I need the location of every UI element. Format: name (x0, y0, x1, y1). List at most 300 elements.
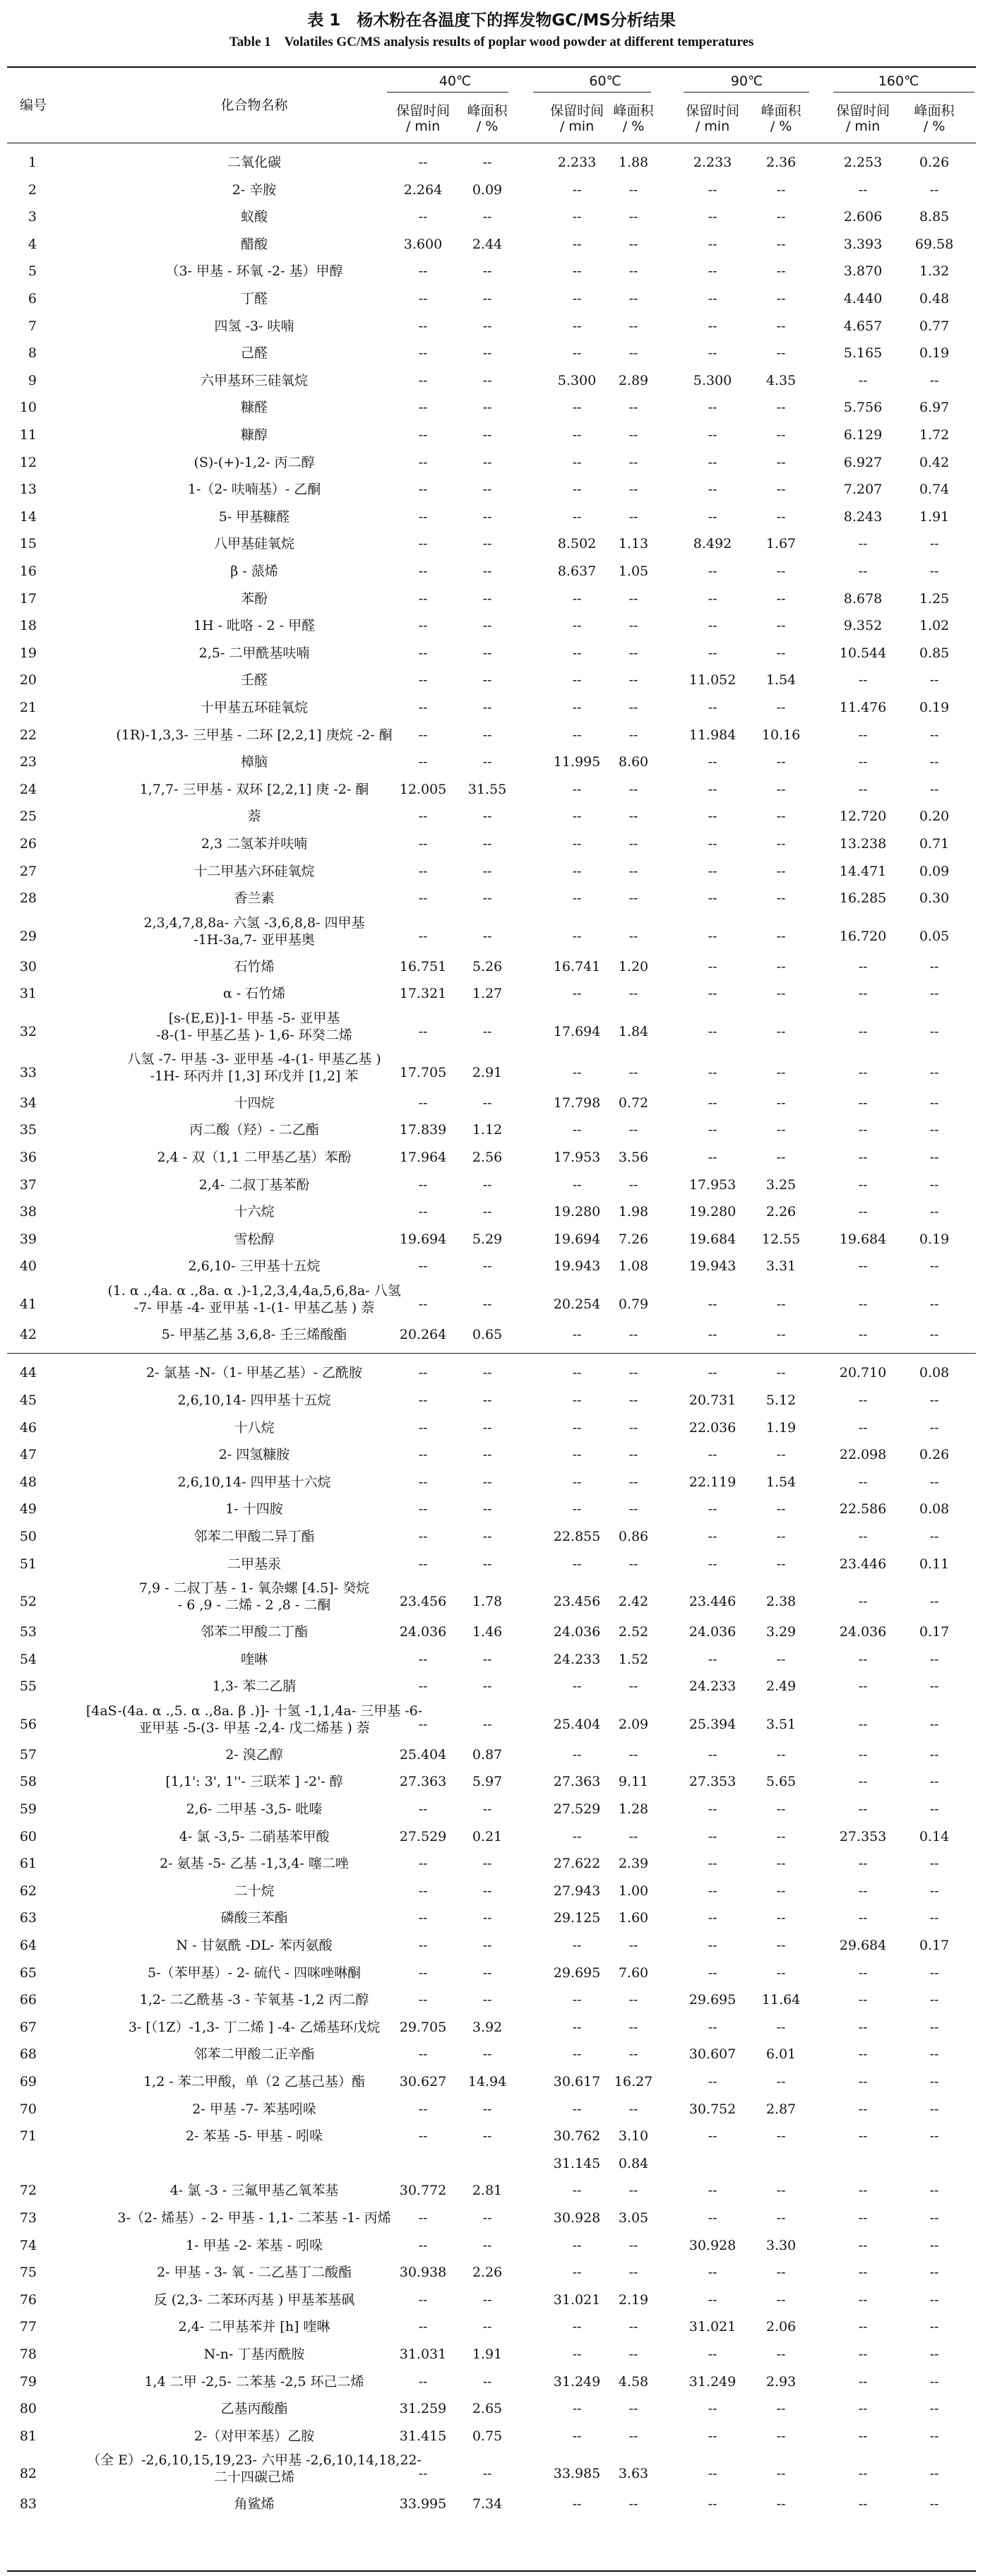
peak-area-value: 0.09 (472, 181, 503, 198)
peak-area-value: -- (776, 590, 786, 607)
peak-area-value: -- (929, 1326, 939, 1342)
peak-area-value: -- (628, 645, 638, 661)
row-number: 9 (28, 372, 37, 388)
retention-time-value: -- (418, 2466, 428, 2482)
row-number: 62 (19, 1883, 37, 1899)
retention-time-value: -- (708, 564, 717, 579)
peak-area-value: 0.08 (919, 1501, 950, 1517)
retention-time-value: -- (858, 2210, 868, 2226)
retention-time-value: -- (858, 1296, 868, 1312)
peak-area-value: 0.08 (919, 1365, 950, 1381)
peak-area-value: -- (929, 1746, 939, 1763)
retention-time-value: -- (418, 754, 428, 770)
peak-area-value: 2.52 (618, 1624, 649, 1640)
retention-time-value: 2.233 (693, 155, 732, 170)
compound-name: 四氢 -3- 呋喃 (214, 318, 294, 334)
retention-time-value: -- (858, 1716, 868, 1732)
compound-name: -7- 甲基 -4- 亚甲基 -1-(1- 甲基乙基 ) 萘 (133, 1299, 375, 1316)
peak-area-value: -- (482, 318, 492, 334)
retention-time-value: -- (572, 454, 582, 470)
peak-area-value: 1.67 (765, 536, 797, 552)
retention-time-value: 22.098 (839, 1447, 887, 1463)
retention-time-value: -- (708, 1149, 717, 1165)
retention-time-value: -- (572, 1064, 582, 1080)
peak-area-value: 0.11 (919, 1556, 950, 1572)
peak-area-value: -- (628, 1938, 638, 1953)
retention-time-value: 17.321 (399, 986, 447, 1002)
retention-time-value: -- (708, 1365, 717, 1381)
retention-time-value: 5.300 (557, 372, 597, 388)
retention-time-value: 27.363 (399, 1774, 447, 1790)
retention-time-value: 2.233 (557, 155, 597, 170)
peak-area-value: 2.09 (618, 1716, 649, 1732)
peak-area-value: -- (628, 482, 638, 498)
retention-time-value: -- (418, 2101, 428, 2117)
compound-name: 7,9 - 二叔丁基 - 1- 氧杂螺 [4.5]- 癸烷 (138, 1580, 370, 1597)
peak-area-value: 5.97 (472, 1774, 503, 1790)
retention-time-value: -- (708, 263, 717, 280)
peak-area-value: -- (929, 1992, 939, 2008)
peak-area-value: -- (776, 564, 786, 579)
retention-time-value: -- (858, 1746, 868, 1763)
compound-name: -1H-3a,7- 亚甲基奥 (193, 931, 315, 948)
peak-area-value: -- (482, 2210, 492, 2226)
retention-time-value: -- (708, 1746, 717, 1763)
retention-time-value: -- (858, 1149, 868, 1165)
row-number: 7 (28, 318, 37, 334)
retention-time-value: -- (858, 1258, 868, 1275)
row-number: 28 (19, 890, 37, 907)
peak-area-value: 2.06 (765, 2319, 797, 2335)
retention-time-value: -- (708, 2466, 717, 2482)
compound-name: 八甲基硅氧烷 (213, 536, 294, 552)
compound-name: 2-（对甲苯基）乙胺 (193, 2428, 315, 2444)
header-temp-2: 60℃ (589, 73, 621, 89)
retention-time-value: -- (708, 2347, 717, 2362)
retention-time-value: -- (572, 1326, 582, 1342)
retention-time-value: 22.036 (689, 1419, 737, 1436)
peak-area-value: -- (929, 564, 939, 579)
peak-area-value: -- (482, 1095, 492, 1111)
peak-area-value: 3.25 (765, 1176, 797, 1193)
retention-time-value: -- (858, 2347, 868, 2362)
retention-time-value: -- (572, 1419, 582, 1436)
retention-time-value: -- (708, 809, 717, 825)
compound-name: 1,7,7- 三甲基 - 双环 [2,2,1] 庚 -2- 酮 (139, 781, 369, 797)
row-number: 24 (19, 781, 37, 797)
peak-area-value: -- (776, 1746, 786, 1763)
header-peak-area: 峰面积 (613, 103, 654, 119)
peak-area-value: 1.84 (618, 1023, 649, 1039)
retention-time-value: -- (572, 2019, 582, 2035)
peak-area-value: -- (628, 863, 638, 879)
row-number: 72 (19, 2183, 37, 2199)
peak-area-value: -- (776, 781, 786, 797)
row-number: 50 (19, 1529, 37, 1544)
retention-time-value: -- (858, 1529, 868, 1544)
retention-time-value: -- (858, 2183, 868, 2199)
retention-time-value: -- (418, 1801, 428, 1817)
header-retention-time: / min (559, 119, 595, 134)
row-number: 67 (19, 2019, 37, 2035)
peak-area-value: 1.28 (618, 1801, 649, 1817)
row-number: 27 (19, 863, 37, 879)
retention-time-value: -- (708, 2128, 717, 2145)
retention-time-value: 22.586 (839, 1501, 887, 1517)
retention-time-value: -- (708, 2401, 717, 2417)
retention-time-value: -- (858, 2291, 868, 2308)
peak-area-value: -- (929, 2347, 939, 2362)
retention-time-value: -- (858, 2128, 868, 2145)
compound-name: [1,1': 3', 1''- 三联苯 ] -2'- 醇 (165, 1774, 343, 1790)
row-number: 71 (19, 2128, 37, 2145)
retention-time-value: -- (708, 508, 717, 525)
compound-name: 5- 甲基糠醛 (218, 508, 290, 525)
peak-area-value: 1.91 (919, 508, 950, 525)
retention-time-value: -- (418, 2210, 428, 2226)
retention-time-value: -- (708, 1938, 717, 1953)
compound-name: 2,6- 二甲基 -3,5- 吡嗪 (186, 1801, 323, 1817)
peak-area-value: -- (628, 2401, 638, 2417)
retention-time-value: -- (572, 2237, 582, 2253)
retention-time-value: 31.415 (399, 2428, 447, 2444)
row-number: 11 (19, 427, 37, 443)
peak-area-value: -- (776, 454, 786, 470)
peak-area-value: -- (628, 1992, 638, 2008)
compound-name: 糠醇 (240, 427, 268, 443)
peak-area-value: -- (776, 2291, 786, 2308)
retention-time-value: -- (858, 1419, 868, 1436)
retention-time-value: 13.238 (839, 836, 887, 852)
retention-time-value: -- (858, 1910, 868, 1926)
retention-time-value: 31.021 (689, 2319, 737, 2335)
row-number: 82 (19, 2466, 37, 2482)
peak-area-value: -- (929, 2101, 939, 2117)
retention-time-value: 3.600 (403, 236, 443, 252)
retention-time-value: -- (572, 1474, 582, 1490)
retention-time-value: -- (858, 2496, 868, 2512)
peak-area-value: 0.72 (618, 1095, 649, 1111)
peak-area-value: -- (929, 536, 939, 552)
header-retention-time: / min (695, 119, 730, 134)
compound-name: 2,3,4,7,8,8a- 六氢 -3,6,8,8- 四甲基 (143, 914, 365, 931)
retention-time-value: -- (708, 1326, 717, 1342)
peak-area-value: 3.29 (765, 1624, 797, 1640)
peak-area-value: -- (482, 1992, 492, 2008)
row-number: 75 (19, 2265, 37, 2281)
retention-time-value: -- (708, 2291, 717, 2308)
retention-time-value: -- (572, 700, 582, 715)
peak-area-value: -- (929, 727, 939, 743)
retention-time-value: 24.233 (689, 1678, 737, 1695)
peak-area-value: -- (776, 209, 786, 225)
retention-time-value: 2.264 (403, 181, 443, 198)
retention-time-value: -- (418, 700, 428, 715)
retention-time-value: -- (572, 2183, 582, 2199)
peak-area-value: 6.01 (765, 2046, 797, 2063)
retention-time-value: -- (572, 1746, 582, 1763)
retention-time-value: -- (418, 1856, 428, 1872)
peak-area-value: 3.30 (765, 2237, 797, 2253)
row-number: 48 (19, 1474, 37, 1490)
retention-time-value: 2.606 (843, 209, 883, 225)
retention-time-value: 8.243 (843, 508, 883, 525)
retention-time-value: -- (572, 345, 582, 362)
retention-time-value: 2.253 (843, 155, 883, 170)
retention-time-value: -- (708, 2210, 717, 2226)
peak-area-value: 6.97 (919, 400, 950, 416)
peak-area-value: 2.36 (765, 155, 797, 170)
peak-area-value: 69.58 (915, 236, 954, 252)
peak-area-value: -- (929, 1296, 939, 1312)
peak-area-value: -- (776, 1023, 786, 1039)
retention-time-value: -- (858, 1594, 868, 1610)
compound-name: 1,3- 苯二乙腈 (212, 1678, 297, 1695)
table-title-en: Table 1 Volatiles GC/MS analysis results of poplar wood powder at different temperatures (229, 35, 754, 49)
compound-name: 3- [（1Z）-1,3- 丁二烯 ] -4- 乙烯基环戊烷 (128, 2019, 381, 2035)
row-number: 47 (19, 1447, 37, 1463)
retention-time-value: -- (858, 2101, 868, 2117)
retention-time-value: -- (708, 700, 717, 715)
peak-area-value: 1.78 (472, 1594, 503, 1610)
retention-time-value: -- (418, 2128, 428, 2145)
peak-area-value: -- (482, 1856, 492, 1872)
row-number: 31 (19, 986, 37, 1002)
peak-area-value: 7.26 (618, 1231, 649, 1247)
peak-area-value: 0.84 (618, 2155, 649, 2171)
peak-area-value: -- (482, 1296, 492, 1312)
retention-time-value: -- (858, 1326, 868, 1342)
peak-area-value: -- (482, 928, 492, 944)
row-number: 63 (19, 1910, 37, 1926)
compound-name: 2,4- 二叔丁基苯酚 (198, 1176, 310, 1193)
compound-name: 二十四碳己烯 (213, 2469, 294, 2486)
row-number: 76 (19, 2291, 37, 2308)
peak-area-value: -- (628, 1447, 638, 1463)
peak-area-value: -- (776, 618, 786, 634)
peak-area-value: -- (929, 781, 939, 797)
peak-area-value: -- (482, 2291, 492, 2308)
peak-area-value: -- (482, 890, 492, 907)
peak-area-value: -- (776, 508, 786, 525)
retention-time-value: -- (572, 1176, 582, 1193)
peak-area-value: -- (482, 372, 492, 388)
retention-time-value: 4.440 (843, 291, 883, 306)
peak-area-value: -- (482, 427, 492, 443)
compound-name: 1- 十四胺 (225, 1501, 283, 1517)
retention-time-value: 31.249 (553, 2373, 601, 2390)
retention-time-value: 24.036 (399, 1624, 447, 1640)
header-peak-area: / % (770, 119, 792, 134)
peak-area-value: -- (482, 1883, 492, 1899)
peak-area-value: 0.26 (919, 155, 950, 170)
peak-area-value: 31.55 (467, 781, 507, 797)
peak-area-value: -- (482, 1393, 492, 1408)
peak-area-value: -- (628, 454, 638, 470)
row-number: 20 (19, 672, 37, 688)
retention-time-value: -- (708, 2074, 717, 2089)
peak-area-value: -- (776, 754, 786, 770)
peak-area-value: -- (929, 2046, 939, 2063)
retention-time-value: 19.684 (689, 1231, 737, 1247)
peak-area-value: 0.20 (919, 809, 950, 825)
retention-time-value: 31.021 (553, 2291, 601, 2308)
peak-area-value: -- (482, 564, 492, 579)
retention-time-value: -- (708, 1095, 717, 1111)
peak-area-value: -- (929, 1149, 939, 1165)
retention-time-value: 10.544 (839, 645, 887, 661)
retention-time-value: -- (708, 836, 717, 852)
section-divider (7, 1353, 976, 1354)
retention-time-value: -- (418, 1556, 428, 1572)
retention-time-value: 30.938 (399, 2265, 447, 2281)
peak-area-value: -- (482, 2319, 492, 2335)
compound-name: 邻苯二甲酸二丁酯 (200, 1624, 308, 1640)
compound-name: 苯酚 (240, 590, 268, 607)
retention-time-value: -- (418, 1095, 428, 1111)
peak-area-value: 0.09 (919, 863, 950, 879)
retention-time-value: 30.928 (689, 2237, 737, 2253)
retention-time-value: -- (418, 1447, 428, 1463)
compound-name: 2- 氯基 -N-（1- 甲基乙基）- 乙酰胺 (145, 1365, 363, 1381)
retention-time-value: -- (858, 2428, 868, 2444)
peak-area-value: -- (628, 345, 638, 362)
row-number: 8 (28, 345, 37, 362)
peak-area-value: -- (776, 958, 786, 974)
peak-area-value: 1.27 (472, 986, 503, 1002)
peak-area-value: -- (482, 645, 492, 661)
peak-area-value: -- (628, 618, 638, 634)
peak-area-value: -- (482, 345, 492, 362)
retention-time-value: -- (708, 2496, 717, 2512)
row-number: 73 (19, 2210, 37, 2226)
retention-time-value: -- (858, 1964, 868, 1981)
peak-area-value: 3.92 (472, 2019, 503, 2035)
compound-name: 4- 氯 -3 - 三氟甲基乙氧苯基 (169, 2183, 339, 2199)
retention-time-value: 30.627 (399, 2074, 447, 2089)
retention-time-value: -- (708, 209, 717, 225)
peak-area-value: 4.35 (765, 372, 797, 388)
peak-area-value: -- (929, 1176, 939, 1193)
retention-time-value: 8.637 (557, 564, 597, 579)
peak-area-value: 0.87 (472, 1746, 503, 1763)
retention-time-value: 23.456 (553, 1594, 601, 1610)
retention-time-value: -- (858, 1064, 868, 1080)
retention-time-value: 19.943 (689, 1258, 737, 1275)
retention-time-value: 25.394 (689, 1716, 737, 1732)
peak-area-value: -- (482, 809, 492, 825)
retention-time-value: -- (858, 727, 868, 743)
peak-area-value: 3.05 (618, 2210, 649, 2226)
compound-name: 邻苯二甲酸二异丁酯 (193, 1529, 315, 1544)
retention-time-value: 24.233 (553, 1651, 601, 1667)
retention-time-value: -- (858, 1474, 868, 1490)
peak-area-value: 7.60 (618, 1964, 649, 1981)
retention-time-value: -- (418, 1910, 428, 1926)
peak-area-value: 0.77 (919, 318, 950, 334)
peak-area-value: -- (776, 2428, 786, 2444)
retention-time-value: -- (858, 958, 868, 974)
retention-time-value: -- (708, 181, 717, 198)
retention-time-value: 29.695 (553, 1964, 601, 1981)
retention-time-value: -- (418, 564, 428, 579)
peak-area-value: 1.19 (765, 1419, 797, 1436)
row-number: 45 (19, 1393, 37, 1408)
peak-area-value: 2.56 (472, 1149, 503, 1165)
peak-area-value: -- (482, 482, 492, 498)
peak-area-value: -- (776, 1149, 786, 1165)
peak-area-value: -- (929, 1095, 939, 1111)
peak-area-value: 2.93 (765, 2373, 797, 2390)
retention-time-value: -- (418, 1204, 428, 1220)
compound-name: 1H - 吡咯 - 2 - 甲醛 (193, 618, 316, 634)
peak-area-value: -- (776, 700, 786, 715)
peak-area-value: -- (776, 809, 786, 825)
peak-area-value: 16.27 (614, 2074, 653, 2089)
retention-time-value: -- (572, 508, 582, 525)
compound-name: 2,5- 二甲酰基呋喃 (198, 645, 310, 661)
retention-time-value: -- (858, 181, 868, 198)
retention-time-value: -- (418, 727, 428, 743)
retention-time-value: 19.684 (839, 1231, 887, 1247)
compound-name: 2,6,10- 三甲基十五烷 (188, 1258, 321, 1275)
retention-time-value: 19.694 (553, 1231, 601, 1247)
peak-area-value: -- (628, 986, 638, 1002)
retention-time-value: 6.927 (843, 454, 883, 470)
row-number: 10 (19, 400, 37, 416)
peak-area-value: 2.38 (765, 1594, 797, 1610)
compound-name: 2,4 - 双（1,1 二甲基乙基）苯酚 (157, 1149, 352, 1165)
peak-area-value: 1.91 (472, 2347, 503, 2362)
compound-name: 1,2- 二乙酰基 -3 - 苄氧基 -1,2 丙二醇 (139, 1992, 369, 2008)
retention-time-value: -- (572, 236, 582, 252)
retention-time-value: -- (418, 2237, 428, 2253)
peak-area-value: -- (628, 2046, 638, 2063)
peak-area-value: 0.14 (919, 1828, 950, 1844)
retention-time-value: 3.393 (843, 236, 883, 252)
peak-area-value: 2.44 (472, 236, 503, 252)
header-peak-area: / % (923, 119, 946, 134)
peak-area-value: -- (628, 890, 638, 907)
row-number: 65 (19, 1964, 37, 1981)
peak-area-value: 7.34 (472, 2496, 503, 2512)
table-title-zh: 表 1 杨木粉在各温度下的挥发物GC/MS分析结果 (307, 11, 676, 30)
retention-time-value: -- (418, 2373, 428, 2390)
peak-area-value: -- (929, 958, 939, 974)
compound-name: β - 蒎烯 (230, 564, 278, 579)
retention-time-value: -- (572, 1828, 582, 1844)
compound-name: 醋酸 (240, 236, 268, 252)
row-number: 79 (19, 2373, 37, 2390)
peak-area-value: -- (776, 2401, 786, 2417)
peak-area-value: 1.08 (618, 1258, 649, 1275)
retention-time-value: -- (572, 2401, 582, 2417)
retention-time-value: 23.446 (839, 1556, 887, 1572)
retention-time-value: -- (708, 1064, 717, 1080)
peak-area-value: -- (929, 1393, 939, 1408)
peak-area-value: 2.42 (618, 1594, 649, 1610)
compound-name: 2,6,10,14- 四甲基十五烷 (177, 1393, 331, 1408)
peak-area-value: -- (776, 263, 786, 280)
row-number: 29 (19, 928, 37, 944)
retention-time-value: -- (708, 454, 717, 470)
peak-area-value: -- (628, 2183, 638, 2199)
retention-time-value: 8.492 (693, 536, 732, 552)
peak-area-value: -- (776, 1856, 786, 1872)
peak-area-value: -- (482, 1651, 492, 1667)
peak-area-value: -- (929, 1678, 939, 1695)
retention-time-value: -- (708, 2183, 717, 2199)
